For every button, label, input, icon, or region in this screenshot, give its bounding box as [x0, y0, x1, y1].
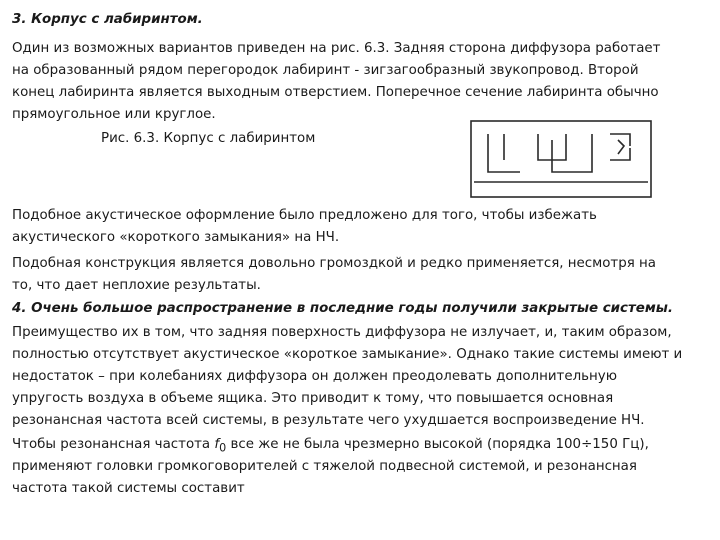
paragraph-line: Подобное акустическое оформление было предложено для того, чтобы избежать: [12, 208, 597, 223]
speaker-top: [610, 134, 630, 146]
paragraph-line: прямоугольное или круглое.: [12, 107, 216, 122]
paragraph-line: резонансная частота всей системы, в результате чего ухудшается воспроизведение НЧ.: [12, 413, 645, 428]
paragraph-line: полностью отсутствует акустическое «короткое замыкание». Однако такие системы имеют и: [12, 347, 683, 362]
speaker-cone: [618, 140, 624, 154]
paragraph-line: акустического «короткого замыкания» на НЧ.: [12, 230, 340, 245]
paragraph-line: Подобная конструкция является довольно громоздкой и редко применяется, несмотря на: [12, 256, 656, 271]
paragraph-line: недостаток – при колебаниях диффузора он должен преодолевать дополнительную: [12, 369, 617, 384]
paragraph-line: применяют головки громкоговорителей с тяжелой подвесной системой, и резонансная: [12, 459, 637, 474]
labyrinth-diagram: [470, 120, 652, 198]
paragraph-line: упругость воздуха в объеме ящика. Это приводит к тому, что повышается основная: [12, 391, 614, 406]
paragraph-line-frequency: [12, 436, 649, 458]
text-fragment: все же не была чрезмерно высокой (порядка 100÷150 Гц),: [226, 437, 649, 452]
figure-caption: Рис. 6.3. Корпус с лабиринтом: [101, 131, 316, 146]
paragraph-line: на образованный рядом перегородок лабиринт - зигзагообразный звукопровод. Второй: [12, 63, 639, 78]
section-4-heading: 4. Очень большое распространение в последние годы получили закрытые системы.: [12, 301, 673, 316]
section-3-heading: 3. Корпус с лабиринтом.: [12, 12, 203, 27]
paragraph-line: то, что дает неплохие результаты.: [12, 278, 261, 293]
paragraph-line: конец лабиринта является выходным отверстием. Поперечное сечение лабиринта обычно: [12, 85, 659, 100]
paragraph-line: Один из возможных вариантов приведен на рис. 6.3. Задняя сторона диффузора работает: [12, 41, 661, 56]
speaker-bottom: [610, 148, 630, 160]
text-fragment: Чтобы резонансная частота: [12, 437, 215, 452]
paragraph-line: частота такой системы составит: [12, 481, 245, 496]
frequency-symbol: f: [214, 437, 220, 452]
frequency-subscript: 0: [219, 441, 227, 455]
partition-middle: [552, 134, 592, 172]
labyrinth-enclosure-figure: [470, 120, 652, 198]
enclosure-outline: [471, 121, 651, 197]
paragraph-line: Преимущество их в том, что задняя поверхность диффузора не излучает, и, таким образом,: [12, 325, 672, 340]
